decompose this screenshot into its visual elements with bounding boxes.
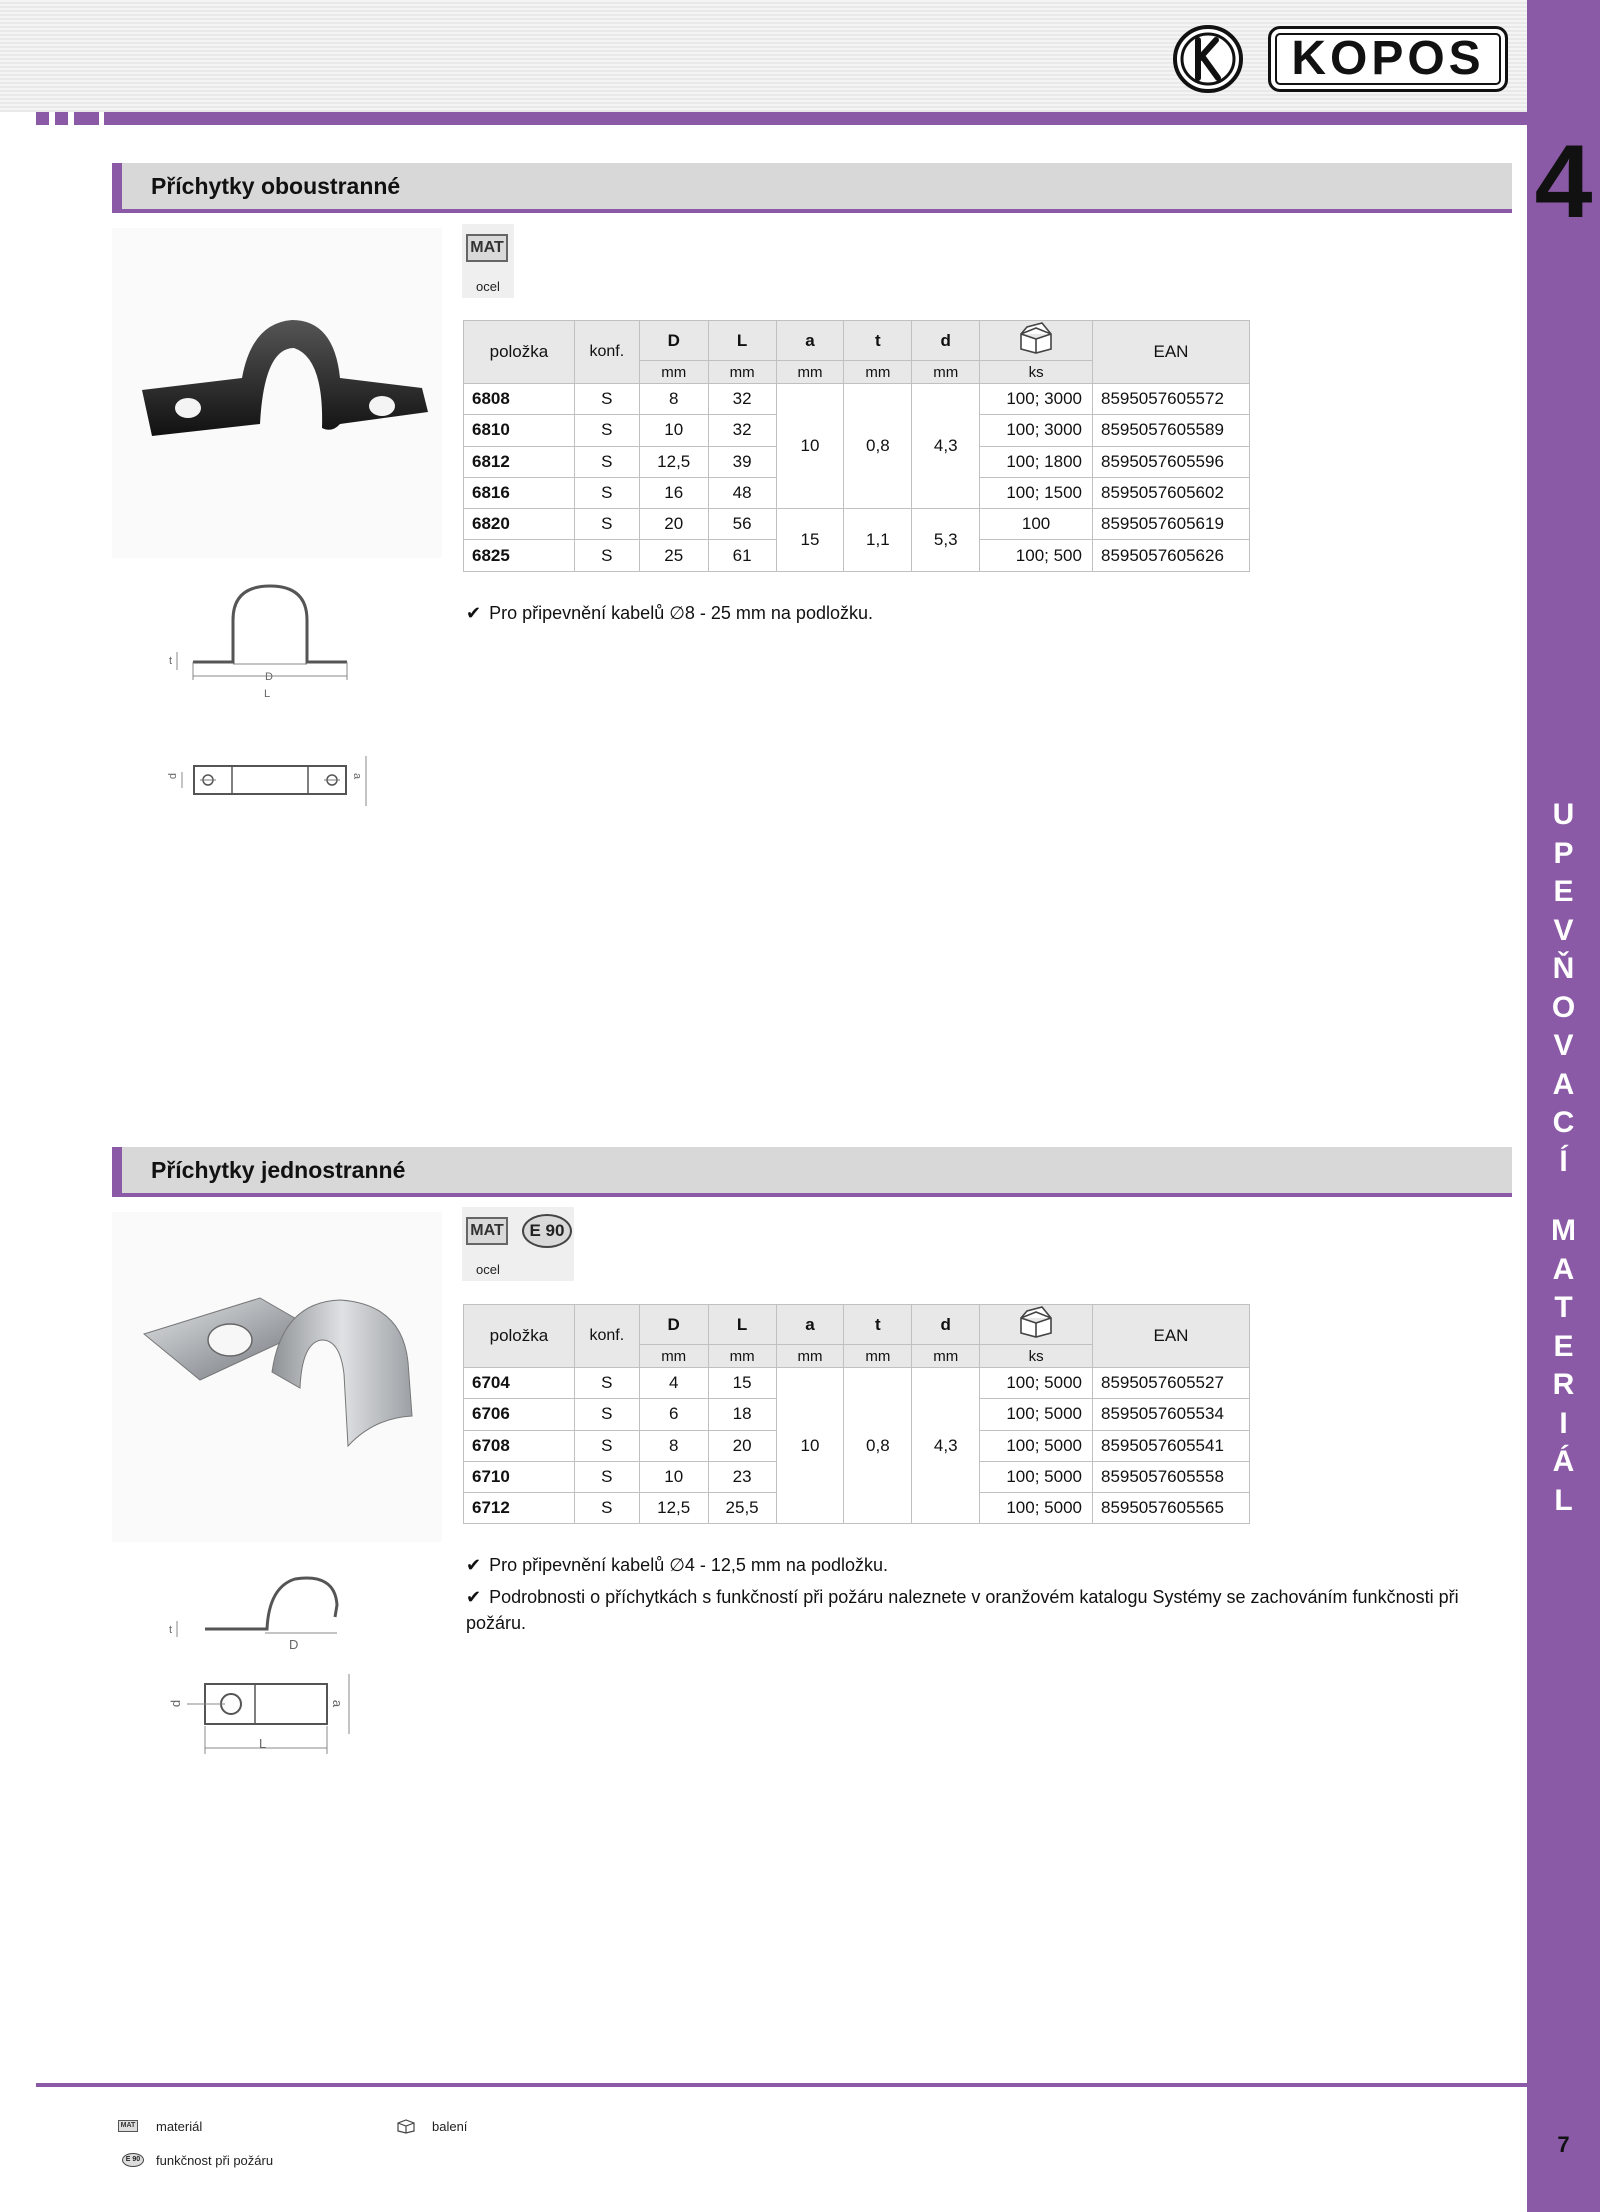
col-header-pack — [980, 321, 1093, 361]
product-photo-single-clip — [112, 1212, 442, 1542]
col-header-t: t — [844, 1305, 912, 1345]
material-caption: ocel — [476, 1262, 500, 1277]
col-header-ean: EAN — [1092, 1305, 1249, 1368]
unit-a: mm — [776, 361, 844, 384]
legend-material-label: materiál — [156, 2119, 203, 2134]
package-box-icon — [1017, 322, 1055, 354]
fire-function-badge: E 90 — [522, 1214, 572, 1248]
dim-label-a: a — [351, 772, 364, 780]
unit-pack: ks — [980, 1345, 1093, 1368]
dim-label-d: d — [168, 1699, 184, 1708]
unit-L: mm — [708, 361, 776, 384]
check-icon: ✔ — [466, 1587, 482, 1607]
product-note: ✔ Pro připevnění kabelů ∅4 - 12,5 mm na podložku. — [466, 1555, 888, 1575]
legend-package-box-icon — [396, 2116, 416, 2134]
merged-a: 10 — [776, 384, 844, 509]
table-row: 6810 S 10 32 100; 3000 8595057605589 — [464, 415, 1250, 446]
col-header-ean: EAN — [1092, 321, 1249, 384]
sidebar-word-material: M A T E R I Á L — [1551, 1214, 1576, 1517]
technical-drawing-top — [165, 1670, 365, 1760]
merged-a: 10 — [776, 1368, 844, 1524]
dim-label-a: a — [330, 1699, 346, 1708]
package-box-icon — [1017, 1306, 1055, 1338]
material-badge: MAT — [466, 234, 508, 262]
table-row: 6820 S 20 56 15 1,1 5,3 100 8595057605619 — [464, 509, 1250, 540]
check-icon: ✔ — [466, 603, 482, 623]
dim-label-d: d — [167, 772, 180, 780]
sidebar-word-upevnovaci: U P E V Ň O V A C Í — [1551, 798, 1576, 1178]
section-title: Příchytky oboustranné — [151, 173, 401, 199]
section-title-bar — [112, 163, 1512, 213]
table-row: 6710 S 10 23 100; 5000 8595057605558 — [464, 1461, 1250, 1492]
unit-D: mm — [639, 361, 708, 384]
kopos-logo-mark-icon — [1172, 24, 1244, 94]
section-title-bar — [112, 1147, 1512, 1197]
col-header-D: D — [639, 1305, 708, 1345]
unit-a: mm — [776, 1345, 844, 1368]
product-table — [463, 1304, 1250, 1524]
legend-fire-label: funkčnost při požáru — [156, 2153, 274, 2168]
dim-label-D: D — [265, 671, 273, 680]
dim-label-L: L — [259, 1736, 267, 1751]
page-number: 7 — [1557, 2132, 1570, 2157]
unit-t: mm — [844, 361, 912, 384]
table-row: 6708 S 8 20 100; 5000 8595057605541 — [464, 1430, 1250, 1461]
technical-drawing-side — [165, 1565, 345, 1655]
chapter-number: 4 — [1534, 124, 1593, 240]
merged-d: 4,3 — [912, 1368, 980, 1524]
table-row: 6712 S 12,5 25,5 100; 5000 8595057605565 — [464, 1493, 1250, 1524]
table-row: 6816 S 16 48 100; 1500 8595057605602 — [464, 477, 1250, 508]
technical-drawing-top — [170, 752, 380, 810]
col-header-konf: konf. — [574, 1305, 639, 1368]
legend-e90-icon: E 90 — [122, 2153, 144, 2167]
dim-label-L: L — [264, 688, 271, 700]
product-note: ✔ Pro připevnění kabelů ∅8 - 25 mm na podložku. — [466, 603, 873, 623]
col-header-d: d — [912, 321, 980, 361]
col-header-a: a — [776, 321, 844, 361]
col-header-konf: konf. — [574, 321, 639, 384]
merged-d: 4,3 — [912, 384, 980, 509]
table-row: 6812 S 12,5 39 100; 1800 8595057605596 — [464, 446, 1250, 477]
merged-a: 15 — [776, 509, 844, 572]
unit-L: mm — [708, 1345, 776, 1368]
unit-d: mm — [912, 361, 980, 384]
merged-t: 0,8 — [844, 384, 912, 509]
material-caption: ocel — [476, 279, 500, 294]
col-header-pack — [980, 1305, 1093, 1345]
col-header-d: d — [912, 1305, 980, 1345]
col-header-item: položka — [464, 321, 575, 384]
col-header-D: D — [639, 321, 708, 361]
merged-t: 0,8 — [844, 1368, 912, 1524]
header-accent-square — [36, 112, 49, 125]
col-header-a: a — [776, 1305, 844, 1345]
unit-t: mm — [844, 1345, 912, 1368]
header-accent-square — [55, 112, 68, 125]
merged-t: 1,1 — [844, 509, 912, 572]
unit-d: mm — [912, 1345, 980, 1368]
merged-d: 5,3 — [912, 509, 980, 572]
table-row: 6825 S 25 61 100; 500 8595057605626 — [464, 540, 1250, 571]
header-accent-square — [74, 112, 99, 125]
material-badge: MAT — [466, 1217, 508, 1245]
section-title: Příchytky jednostranné — [151, 1157, 406, 1183]
product-table — [463, 320, 1250, 572]
unit-pack: ks — [980, 361, 1093, 384]
col-header-L: L — [708, 1305, 776, 1345]
legend-mat-icon: MAT — [118, 2120, 138, 2132]
kopos-logo-wordmark: KOPOS — [1268, 26, 1508, 92]
footer-divider — [36, 2083, 1527, 2087]
col-header-item: položka — [464, 1305, 575, 1368]
dim-label-t: t — [169, 655, 173, 667]
col-header-L: L — [708, 321, 776, 361]
product-note: ✔ Podrobnosti o příchytkách s funkčností při požáru naleznete v oranžovém katalogu Systémy se zachováním funkčnosti při požáru. — [466, 1587, 1459, 1633]
technical-drawing-side — [165, 580, 365, 680]
table-row: 6706 S 6 18 100; 5000 8595057605534 — [464, 1399, 1250, 1430]
table-row: 6808 S 8 32 10 0,8 4,3 100; 3000 8595057605572 — [464, 384, 1250, 415]
dim-label-D: D — [289, 1637, 299, 1652]
check-icon: ✔ — [466, 1555, 482, 1575]
table-row: 6704 S 4 15 10 0,8 4,3 100; 5000 8595057605527 — [464, 1368, 1250, 1399]
product-photo-double-clip — [112, 228, 442, 558]
col-header-t: t — [844, 321, 912, 361]
legend-package-label: balení — [432, 2119, 468, 2134]
header-accent-bar — [104, 112, 1527, 125]
dim-label-t: t — [169, 1624, 173, 1636]
unit-D: mm — [639, 1345, 708, 1368]
